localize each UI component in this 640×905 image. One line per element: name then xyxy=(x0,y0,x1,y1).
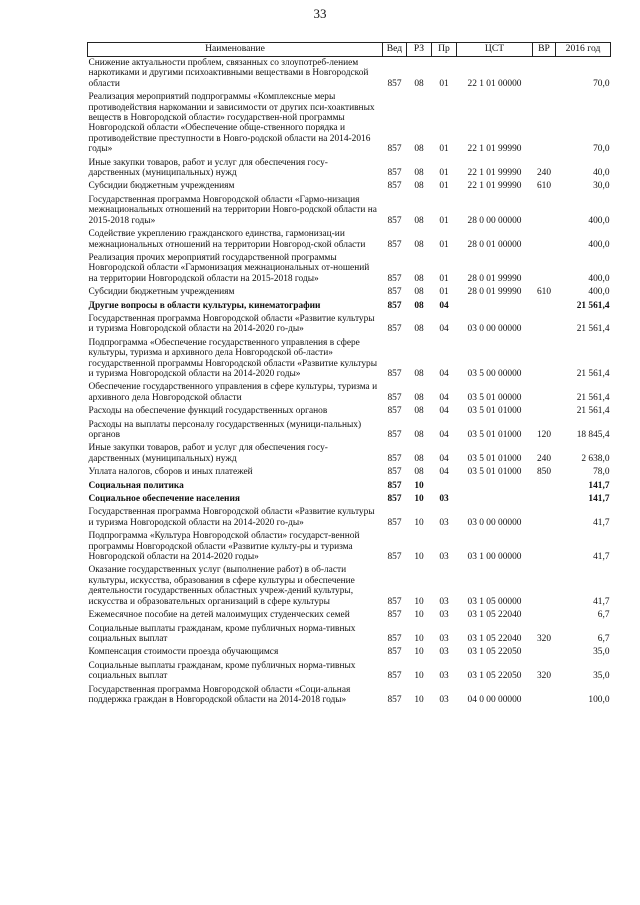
row-cst-cell: 03 1 05 00000 xyxy=(467,596,522,607)
row-pr-cell: 04 xyxy=(439,368,449,379)
row-cst-cell: 03 1 05 22040 xyxy=(467,633,522,644)
table-row xyxy=(88,506,611,530)
row-vr-cell: 320 xyxy=(536,671,552,682)
row-cst-cell: 03 5 01 01000 xyxy=(467,467,522,478)
row-ved-cell: 857 xyxy=(387,287,402,298)
row-pr-cell: 04 xyxy=(439,300,449,311)
row-pr-cell xyxy=(432,480,457,493)
table-row xyxy=(88,493,611,506)
row-vr-cell xyxy=(533,228,556,252)
row-cst-cell: 03 5 01 01000 xyxy=(467,406,522,417)
row-vr-cell xyxy=(533,194,556,228)
row-rz-cell: 08 xyxy=(414,168,424,179)
row-rz-cell: 08 xyxy=(414,392,424,403)
row-cst-cell: 22 1 01 99990 xyxy=(467,168,522,179)
row-amount-cell: 141,7 xyxy=(588,494,610,505)
row-ved-cell: 857 xyxy=(387,392,402,403)
row-pr-cell: 03 xyxy=(439,552,449,563)
row-ved-cell: 857 xyxy=(387,78,402,89)
row-rz-cell: 08 xyxy=(414,430,424,440)
row-cst-cell: 03 0 00 00000 xyxy=(467,517,522,528)
row-rz-cell: 08 xyxy=(414,215,424,226)
row-name-cell: Социальная политика xyxy=(88,480,184,491)
row-name-cell: Иные закупки товаров, работ и услуг для обеспечения госу-дарственных (муниципальных) нужд xyxy=(88,157,328,179)
row-amount-cell: 400,0 xyxy=(588,239,610,250)
row-ved-cell: 857 xyxy=(387,273,402,284)
row-name-cell: Государственная программа Новгородской области «Развитие культуры и туризма Новгородской области на 2014-2020 го-ды» xyxy=(88,313,375,335)
row-amount-cell: 18 845,4 xyxy=(576,430,610,440)
row-cst-cell: 03 5 01 01000 xyxy=(467,453,522,464)
table-row xyxy=(88,609,611,622)
table-header-row xyxy=(88,43,611,57)
row-ved-cell: 857 xyxy=(387,552,402,563)
row-name-cell: Другие вопросы в области культуры, кинематографии xyxy=(88,300,321,311)
table-row xyxy=(88,405,611,418)
table-row xyxy=(88,419,611,443)
row-vr-cell xyxy=(533,405,556,418)
header-vr: ВР xyxy=(533,43,556,57)
row-pr-cell: 04 xyxy=(439,430,449,440)
row-cst-cell: 03 1 05 22050 xyxy=(467,671,522,682)
row-cst-cell: 04 0 00 00000 xyxy=(467,694,522,705)
row-amount-cell: 30,0 xyxy=(593,181,610,192)
row-ved-cell: 857 xyxy=(387,480,402,491)
table-row xyxy=(88,194,611,228)
row-rz-cell: 10 xyxy=(414,694,424,705)
table-row xyxy=(88,660,611,684)
row-cst-cell xyxy=(457,480,533,493)
row-vr-cell xyxy=(533,506,556,530)
row-vr-cell xyxy=(533,252,556,286)
row-amount-cell: 41,7 xyxy=(593,596,610,607)
row-rz-cell: 08 xyxy=(414,406,424,417)
table-row xyxy=(88,466,611,479)
row-ved-cell: 857 xyxy=(387,368,402,379)
row-cst-cell: 03 1 05 22040 xyxy=(467,610,522,621)
row-cst-cell: 22 1 01 99990 xyxy=(467,144,522,155)
row-name-cell: Оказание государственных услуг (выполнение работ) в об-ласти культуры, искусства, образования в сфере культуры и обеспечение деятельности государственных областных учреж-дений культуры, искусства и образовательных организаций в сфере культуры xyxy=(88,565,355,607)
row-cst-cell: 03 5 00 00000 xyxy=(467,368,522,379)
row-ved-cell: 857 xyxy=(387,168,402,179)
row-ved-cell: 857 xyxy=(387,467,402,478)
row-rz-cell: 08 xyxy=(414,287,424,298)
table-row xyxy=(88,684,611,708)
table-row xyxy=(88,564,611,609)
row-name-cell: Содействие укреплению гражданского единства, гармонизац-ии межнациональных отношений на территории Новгород-ской области xyxy=(88,229,366,250)
row-ved-cell: 857 xyxy=(387,671,402,682)
row-cst-cell: 03 1 05 22050 xyxy=(467,647,522,658)
row-pr-cell: 01 xyxy=(439,144,449,155)
row-vr-cell: 120 xyxy=(536,430,552,440)
table-row xyxy=(88,337,611,382)
table-row xyxy=(88,530,611,564)
row-pr-cell: 04 xyxy=(439,406,449,417)
row-vr-cell: 240 xyxy=(536,168,552,179)
table-body xyxy=(88,57,611,708)
row-rz-cell: 10 xyxy=(414,633,424,644)
row-rz-cell: 10 xyxy=(414,517,424,528)
row-amount-cell: 35,0 xyxy=(593,671,610,682)
row-rz-cell: 10 xyxy=(414,596,424,607)
row-pr-cell: 03 xyxy=(439,694,449,705)
row-cst-cell: 03 5 01 00000 xyxy=(467,392,522,403)
row-name-cell: Субсидии бюджетным учреждениям xyxy=(88,181,235,192)
row-pr-cell: 03 xyxy=(439,494,449,505)
table-row xyxy=(88,442,611,466)
header-pr: Пр xyxy=(432,43,457,57)
row-name-cell: Реализация мероприятий подпрограммы «Комплексные меры противодействия наркомании и зависимости от других пси-хоактивных веществ в Новгородской области» государствен-ной программы Новгородской области «Обеспечение обще-ственного порядка и противодействие преступности в Новго-родской области на 2014-2016 годы» xyxy=(88,92,375,155)
row-amount-cell: 70,0 xyxy=(593,144,610,155)
row-rz-cell: 10 xyxy=(414,647,424,658)
row-amount-cell: 40,0 xyxy=(593,168,610,179)
row-rz-cell: 08 xyxy=(414,300,424,311)
row-pr-cell: 04 xyxy=(439,467,449,478)
row-name-cell: Субсидии бюджетным учреждениям xyxy=(88,287,235,298)
row-name-cell: Уплата налогов, сборов и иных платежей xyxy=(88,467,253,478)
table-row xyxy=(88,480,611,493)
header-cst: ЦСТ xyxy=(457,43,533,57)
row-ved-cell: 857 xyxy=(387,647,402,658)
row-name-cell: Снижение актуальности проблем, связанных со злоупотреб-лением наркотиками и другими психоактивными веществами в Новгородской области xyxy=(88,58,369,89)
row-name-cell: Расходы на обеспечение функций государственных органов xyxy=(88,406,328,417)
row-ved-cell: 857 xyxy=(387,633,402,644)
row-ved-cell: 857 xyxy=(387,694,402,705)
row-name-cell: Подпрограмма «Культура Новгородской области» государст-венной программы Новгородской области «Развитие культу-ры и туризма Новгородской области на 2014-2020 годы» xyxy=(88,531,360,563)
row-rz-cell: 10 xyxy=(414,494,424,505)
row-pr-cell: 03 xyxy=(439,671,449,682)
row-ved-cell: 857 xyxy=(387,215,402,226)
row-vr-cell: 610 xyxy=(536,287,552,298)
row-vr-cell: 610 xyxy=(536,181,552,192)
row-rz-cell: 08 xyxy=(414,78,424,89)
row-rz-cell: 08 xyxy=(414,181,424,192)
table-row xyxy=(88,228,611,252)
row-amount-cell: 41,7 xyxy=(593,552,610,563)
row-amount-cell: 70,0 xyxy=(593,78,610,89)
table-row xyxy=(88,157,611,181)
row-cst-cell xyxy=(457,300,533,313)
row-pr-cell: 04 xyxy=(439,392,449,403)
row-amount-cell: 400,0 xyxy=(588,215,610,226)
row-rz-cell: 10 xyxy=(414,671,424,682)
row-name-cell: Ежемесячное пособие на детей малоимущих студенческих семей xyxy=(88,610,350,621)
row-ved-cell: 857 xyxy=(387,181,402,192)
table-row xyxy=(88,381,611,405)
row-cst-cell: 22 1 01 00000 xyxy=(467,78,522,89)
row-vr-cell xyxy=(533,91,556,156)
row-vr-cell xyxy=(533,646,556,659)
table-row xyxy=(88,252,611,286)
row-vr-cell xyxy=(533,313,556,337)
row-cst-cell xyxy=(457,493,533,506)
table-row xyxy=(88,91,611,156)
row-amount-cell: 21 561,4 xyxy=(576,324,610,335)
row-ved-cell: 857 xyxy=(387,430,402,440)
row-amount-cell: 400,0 xyxy=(588,273,610,284)
row-vr-cell xyxy=(533,564,556,609)
row-amount-cell: 141,7 xyxy=(588,480,610,491)
row-name-cell: Обеспечение государственного управления в сфере культуры, туризма и архивного дела Новгородской области xyxy=(88,382,378,403)
budget-table xyxy=(87,42,611,707)
row-rz-cell: 10 xyxy=(414,480,424,491)
row-ved-cell: 857 xyxy=(387,517,402,528)
row-rz-cell: 08 xyxy=(414,144,424,155)
row-amount-cell: 6,7 xyxy=(597,610,610,621)
row-pr-cell: 01 xyxy=(439,168,449,179)
row-cst-cell: 22 1 01 99990 xyxy=(467,181,522,192)
row-cst-cell: 03 5 01 01000 xyxy=(467,430,522,440)
row-name-cell: Государственная программа Новгородской области «Соци-альная поддержка граждан в Новгородской области на 2014-2018 годы» xyxy=(88,684,351,705)
row-amount-cell: 41,7 xyxy=(593,517,610,528)
row-pr-cell: 01 xyxy=(439,239,449,250)
row-rz-cell: 10 xyxy=(414,552,424,563)
row-vr-cell xyxy=(533,337,556,382)
row-name-cell: Социальное обеспечение населения xyxy=(88,494,240,505)
row-ved-cell: 857 xyxy=(387,596,402,607)
row-pr-cell: 01 xyxy=(439,287,449,298)
row-rz-cell: 08 xyxy=(414,467,424,478)
row-cst-cell: 28 0 01 00000 xyxy=(467,239,522,250)
row-name-cell: Государственная программа Новгородской области «Гармо-низация межнациональных отношений на территории Новго-родской области на 2015-2018 годы» xyxy=(88,194,377,226)
row-pr-cell: 03 xyxy=(439,647,449,658)
page-number: 33 xyxy=(313,6,327,21)
row-cst-cell: 28 0 00 00000 xyxy=(467,215,522,226)
row-vr-cell xyxy=(533,57,556,92)
row-pr-cell: 04 xyxy=(439,324,449,335)
row-pr-cell: 04 xyxy=(439,453,449,464)
row-vr-cell xyxy=(533,684,556,708)
row-rz-cell: 08 xyxy=(414,324,424,335)
row-pr-cell: 01 xyxy=(439,273,449,284)
row-pr-cell: 01 xyxy=(439,78,449,89)
row-amount-cell: 21 561,4 xyxy=(576,368,610,379)
row-amount-cell: 78,0 xyxy=(593,467,610,478)
row-vr-cell: 850 xyxy=(536,467,552,478)
row-amount-cell: 35,0 xyxy=(593,647,610,658)
row-vr-cell xyxy=(533,609,556,622)
row-rz-cell: 10 xyxy=(414,610,424,621)
row-name-cell: Расходы на выплаты персоналу государственных (муници-пальных) органов xyxy=(88,419,362,440)
row-vr-cell xyxy=(533,300,556,313)
header-name: Наименование xyxy=(88,43,383,57)
row-ved-cell: 857 xyxy=(387,610,402,621)
row-cst-cell: 03 1 00 00000 xyxy=(467,552,522,563)
row-name-cell: Государственная программа Новгородской области «Развитие культуры и туризма Новгородской области на 2014-2020 го-ды» xyxy=(88,507,375,528)
row-cst-cell: 28 0 01 99990 xyxy=(467,287,522,298)
row-pr-cell: 03 xyxy=(439,633,449,644)
row-name-cell: Иные закупки товаров, работ и услуг для обеспечения госу-дарственных (муниципальных) нужд xyxy=(88,443,328,464)
row-rz-cell: 08 xyxy=(414,273,424,284)
row-name-cell: Подпрограмма «Обеспечение государственного управления в сфере культуры, туризма и архивного дела Новгородской об-ласти» государственной программы Новгородской области «Развитие культуры и туризма Новгородской области на 2014-2020 годы» xyxy=(88,337,378,379)
header-ved: Вед xyxy=(383,43,407,57)
table-row xyxy=(88,300,611,313)
row-rz-cell: 08 xyxy=(414,239,424,250)
row-vr-cell xyxy=(533,381,556,405)
row-cst-cell: 03 0 00 00000 xyxy=(467,324,522,335)
table-row xyxy=(88,180,611,193)
row-vr-cell xyxy=(533,493,556,506)
table-row xyxy=(88,646,611,659)
row-amount-cell: 2 638,0 xyxy=(581,453,610,464)
row-ved-cell: 857 xyxy=(387,494,402,505)
row-amount-cell: 100,0 xyxy=(588,694,610,705)
row-amount-cell: 21 561,4 xyxy=(576,406,610,417)
table-row xyxy=(88,313,611,337)
row-amount-cell: 21 561,4 xyxy=(576,300,610,311)
row-name-cell: Компенсация стоимости проезда обучающимся xyxy=(88,647,279,658)
row-vr-cell xyxy=(533,480,556,493)
row-pr-cell: 01 xyxy=(439,215,449,226)
row-ved-cell: 857 xyxy=(387,453,402,464)
row-cst-cell: 28 0 01 99990 xyxy=(467,273,522,284)
row-ved-cell: 857 xyxy=(387,406,402,417)
row-name-cell: Социальные выплаты гражданам, кроме публичных норма-тивных социальных выплат xyxy=(88,660,356,682)
row-amount-cell: 6,7 xyxy=(597,633,610,644)
row-rz-cell: 08 xyxy=(414,453,424,464)
row-ved-cell: 857 xyxy=(387,144,402,155)
row-name-cell: Социальные выплаты гражданам, кроме публичных норма-тивных социальных выплат xyxy=(88,623,356,644)
row-ved-cell: 857 xyxy=(387,324,402,335)
row-amount-cell: 21 561,4 xyxy=(576,392,610,403)
row-pr-cell: 03 xyxy=(439,596,449,607)
row-vr-cell xyxy=(533,530,556,564)
row-rz-cell: 08 xyxy=(414,368,424,379)
table-row xyxy=(88,623,611,647)
row-ved-cell: 857 xyxy=(387,239,402,250)
row-pr-cell: 01 xyxy=(439,181,449,192)
row-pr-cell: 03 xyxy=(439,517,449,528)
header-rz: РЗ xyxy=(407,43,432,57)
table-row xyxy=(88,286,611,299)
header-year: 2016 год xyxy=(556,43,611,57)
row-amount-cell: 400,0 xyxy=(588,287,610,298)
row-vr-cell: 320 xyxy=(536,633,552,644)
table-row xyxy=(88,57,611,92)
row-pr-cell: 03 xyxy=(439,610,449,621)
row-ved-cell: 857 xyxy=(387,300,402,311)
row-vr-cell: 240 xyxy=(536,453,552,464)
row-name-cell: Реализация прочих мероприятий государственной программы Новгородской области «Гармонизация межнациональных от-ношений на территории Новгородской области на 2015-2018 годы» xyxy=(88,252,370,284)
